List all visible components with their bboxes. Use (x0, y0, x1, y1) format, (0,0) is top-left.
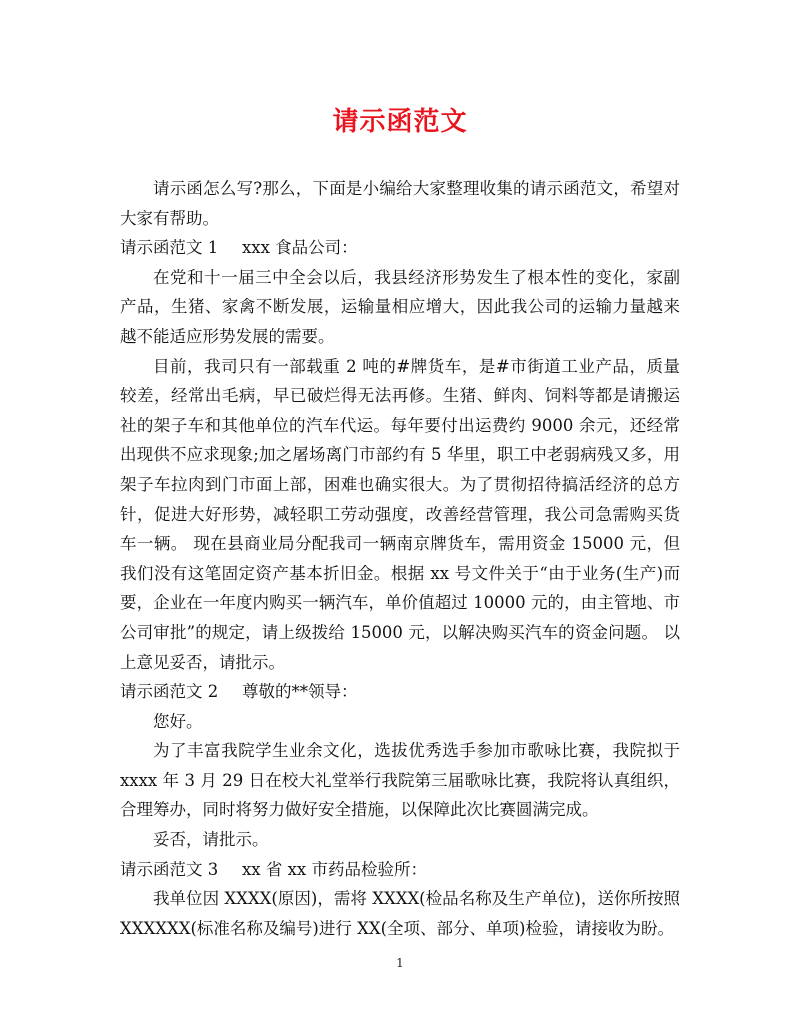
sample1-paragraph-1: 在党和十一届三中全会以后，我县经济形势发生了根本性的变化，家副产品，生猪、家禽不断发展，运输量相应增大，因此我公司的运输力量越来越不能适应形势发展的需要。 (120, 267, 680, 346)
sample3-addressee: xx 省 xx 市药品检验所： (242, 859, 427, 879)
sample3-paragraph-1: 我单位因 XXXX(原因)，需将 XXXX(检品名称及生产单位)，送你所按照 XXXXXX(标准名称及编号)进行 XX(全项、部分、单项)检验，请接收为盼。 (120, 889, 680, 938)
page-number: 1 (396, 956, 404, 970)
document-title: 请示函范文 (332, 107, 468, 137)
sample1-addressee: xxx 食品公司： (242, 238, 358, 258)
sample2-closing: 妥否，请批示。 (153, 830, 269, 850)
sample2-addressee: 尊敬的**领导： (242, 682, 358, 702)
sample1-paragraph-2: 目前，我司只有一部载重 2 吨的#牌货车，是#市街道工业产品，质量较差，经常出毛病，早已破烂得无法再修。生猪、鲜肉、饲料等都是请搬运社的架子车和其他单位的汽车代运。每年要付出运费约 9000 余元，还经常出现供不应求现象;加之屠场离门市部约有 5 华里，职工中老弱病残又多，用架子车拉肉到门市面上部，困难也确实很大。为了贯彻招待搞活经济的总方针，促进大好形势，减轻职工劳动强度，改善经营管理，我公司急需购买货车一辆。 现在县商业局分配我司一辆南京牌货车，需用资金 15000 元，但我们没有这笔固定资产基本折旧金。根据 xx 号文件关于“由于业务(生产)而要，企业在一年度内购买一辆汽车，单价值超过 10000 元的，由主管地、市公司审批”的规定，请上级拨给 15000 元，以解决购买汽车的资金问题。 以上意见妥否，请批示。 (120, 356, 680, 672)
document-body (120, 174, 680, 943)
sample2-paragraph-1: 为了丰富我院学生业余文化，选拔优秀选手参加市歌咏比赛，我院拟于 xxxx 年 3 月 29 日在校大礼堂举行我院第三届歌咏比赛，我院将认真组织，合理筹办，同时将努力做好安全措施，以保障此次比赛圆满完成。 (120, 741, 680, 820)
sample1-label: 请示函范文 1 (120, 238, 219, 258)
intro-paragraph: 请示函怎么写?那么，下面是小编给大家整理收集的请示函范文，希望对大家有帮助。 (120, 179, 680, 228)
sample1-header (120, 233, 680, 263)
sample2-label: 请示函范文 2 (120, 682, 219, 702)
sample2-header (120, 677, 680, 707)
sample2-greeting: 您好。 (153, 711, 203, 731)
sample3-header (120, 855, 680, 885)
sample3-label: 请示函范文 3 (120, 859, 219, 879)
